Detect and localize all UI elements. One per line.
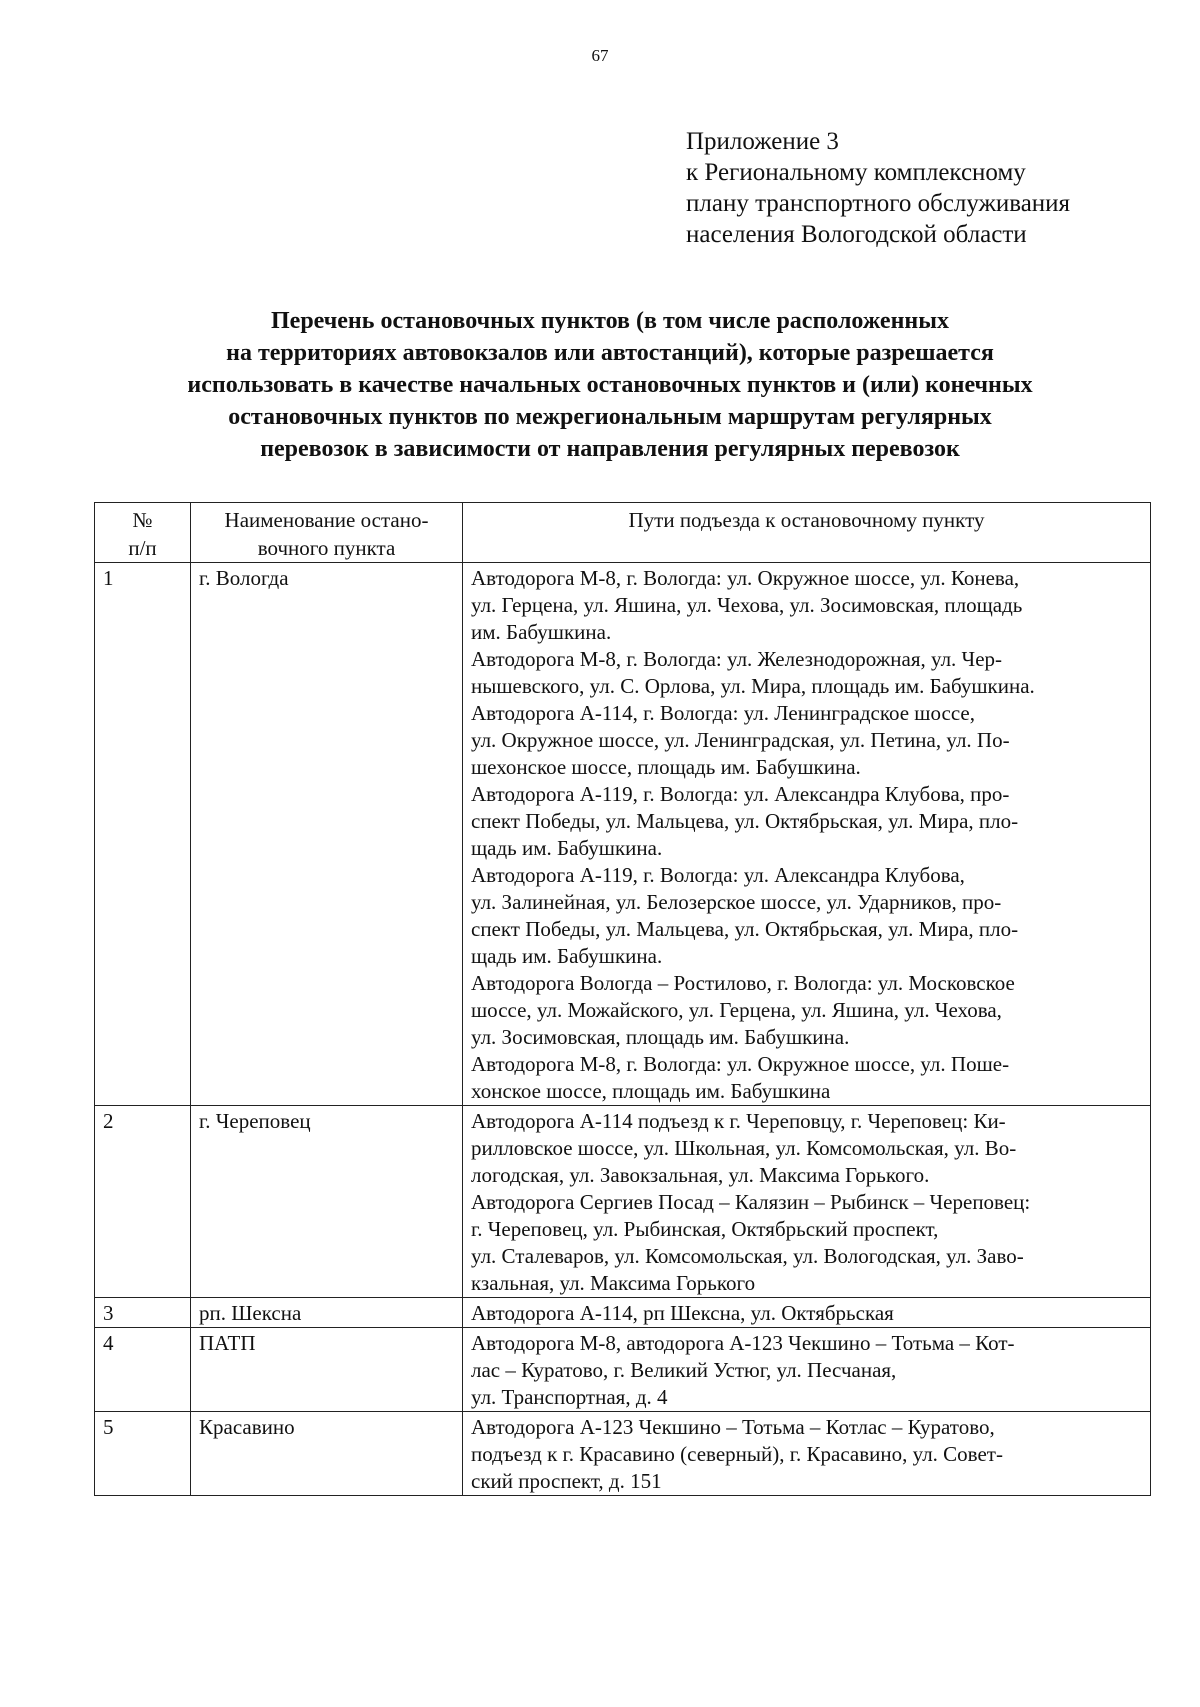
route-line: Автодорога А-114, г. Вологда: ул. Ленинградское шоссе, <box>471 701 975 725</box>
route-line: лас – Куратово, г. Великий Устюг, ул. Песчаная, <box>471 1358 897 1382</box>
title-line: остановочных пунктов по межрегиональным маршрутам регулярных <box>228 404 992 430</box>
header-num <box>95 503 191 563</box>
access-routes <box>463 1328 1151 1412</box>
header-access-routes <box>463 503 1151 563</box>
appendix-line: населения Вологодской области <box>686 221 1027 248</box>
route-line: Автодорога А-119, г. Вологда: ул. Александра Клубова, <box>471 863 965 887</box>
route-line: ул. Герцена, ул. Яшина, ул. Чехова, ул. Зосимовская, площадь <box>471 593 1023 617</box>
row-number: 4 <box>95 1328 191 1412</box>
access-routes <box>463 563 1151 1106</box>
stops-table <box>94 502 1151 1496</box>
route-line: щадь им. Бабушкина. <box>471 836 663 860</box>
table-row <box>95 1412 1151 1496</box>
stop-name: рп. Шексна <box>191 1298 463 1328</box>
header-access-routes-line: Пути подъезда к остановочному пункту <box>628 508 985 532</box>
appendix-line: к Региональному комплексному <box>686 159 1026 186</box>
route-line: ул. Зосимовская, площадь им. Бабушкина. <box>471 1025 850 1049</box>
row-number: 5 <box>95 1412 191 1496</box>
access-routes <box>463 1412 1151 1496</box>
stop-name: ПАТП <box>191 1328 463 1412</box>
route-line: им. Бабушкина. <box>471 620 612 644</box>
table-row <box>95 1298 1151 1328</box>
title-line: использовать в качестве начальных остановочных пунктов и (или) конечных <box>187 372 1033 398</box>
route-line: Автодорога А-123 Чекшино – Тотьма – Котлас – Куратово, <box>471 1415 995 1439</box>
header-num-line: п/п <box>128 536 157 560</box>
row-number: 1 <box>95 563 191 1106</box>
appendix-heading <box>686 126 1070 250</box>
appendix-line: плану транспортного обслуживания <box>686 190 1071 217</box>
table-row <box>95 1328 1151 1412</box>
route-line: шехонское шоссе, площадь им. Бабушкина. <box>471 755 861 779</box>
header-stop-name-line: вочного пункта <box>257 536 396 560</box>
stop-name: г. Череповец <box>191 1106 463 1298</box>
route-line: Автодорога М-8, автодорога А-123 Чекшино – Тотьма – Кот- <box>471 1331 1015 1355</box>
route-line: Автодорога М-8, г. Вологда: ул. Окружное шоссе, ул. Поше- <box>471 1052 1010 1076</box>
route-line: ул. Транспортная, д. 4 <box>471 1385 668 1409</box>
route-line: хонское шоссе, площадь им. Бабушкина <box>471 1079 831 1103</box>
route-line: шоссе, ул. Можайского, ул. Герцена, ул. Яшина, ул. Чехова, <box>471 998 1002 1022</box>
route-line: логодская, ул. Завокзальная, ул. Максима Горького. <box>471 1163 930 1187</box>
header-stop-name-line: Наименование остано- <box>224 508 429 532</box>
table-header-row <box>95 503 1151 563</box>
route-line: ул. Сталеваров, ул. Комсомольская, ул. Вологодская, ул. Заво- <box>471 1244 1024 1268</box>
row-number: 3 <box>95 1298 191 1328</box>
table-row <box>95 1106 1151 1298</box>
table-row <box>95 563 1151 1106</box>
access-routes <box>463 1106 1151 1298</box>
route-line: Автодорога Вологда – Ростилово, г. Вологда: ул. Московское <box>471 971 1015 995</box>
route-line: Автодорога А-119, г. Вологда: ул. Александра Клубова, про- <box>471 782 1010 806</box>
stop-name: Красавино <box>191 1412 463 1496</box>
document-title <box>70 305 1150 465</box>
title-line: Перечень остановочных пунктов (в том числе расположенных <box>271 308 949 334</box>
title-line: перевозок в зависимости от направления регулярных перевозок <box>260 436 960 462</box>
appendix-line: Приложение 3 <box>686 128 839 155</box>
access-routes <box>463 1298 1151 1328</box>
route-line: ул. Окружное шоссе, ул. Ленинградская, ул. Петина, ул. По- <box>471 728 1010 752</box>
route-line: ский проспект, д. 151 <box>471 1469 662 1493</box>
header-stop-name <box>191 503 463 563</box>
route-line: Автодорога М-8, г. Вологда: ул. Железнодорожная, ул. Чер- <box>471 647 1003 671</box>
stop-name: г. Вологда <box>191 563 463 1106</box>
route-line: Автодорога М-8, г. Вологда: ул. Окружное шоссе, ул. Конева, <box>471 566 1020 590</box>
route-line: спект Победы, ул. Мальцева, ул. Октябрьская, ул. Мира, пло- <box>471 809 1019 833</box>
title-line: на территориях автовокзалов или автостанций), которые разрешается <box>226 340 994 366</box>
route-line: Автодорога Сергиев Посад – Калязин – Рыбинск – Череповец: <box>471 1190 1031 1214</box>
route-line: нышевского, ул. С. Орлова, ул. Мира, площадь им. Бабушкина. <box>471 674 1035 698</box>
route-line: спект Победы, ул. Мальцева, ул. Октябрьская, ул. Мира, пло- <box>471 917 1019 941</box>
header-num-line: № <box>132 508 153 532</box>
route-line: г. Череповец, ул. Рыбинская, Октябрьский проспект, <box>471 1217 939 1241</box>
route-line: Автодорога А-114, рп Шексна, ул. Октябрьская <box>471 1301 894 1325</box>
route-line: щадь им. Бабушкина. <box>471 944 663 968</box>
row-number: 2 <box>95 1106 191 1298</box>
route-line: ул. Залинейная, ул. Белозерское шоссе, ул. Ударников, про- <box>471 890 1002 914</box>
route-line: кзальная, ул. Максима Горького <box>471 1271 756 1295</box>
route-line: рилловское шоссе, ул. Школьная, ул. Комсомольская, ул. Во- <box>471 1136 1017 1160</box>
route-line: подъезд к г. Красавино (северный), г. Красавино, ул. Совет- <box>471 1442 1003 1466</box>
route-line: Автодорога А-114 подъезд к г. Череповцу, г. Череповец: Ки- <box>471 1109 1006 1133</box>
page-number: 67 <box>591 46 609 65</box>
